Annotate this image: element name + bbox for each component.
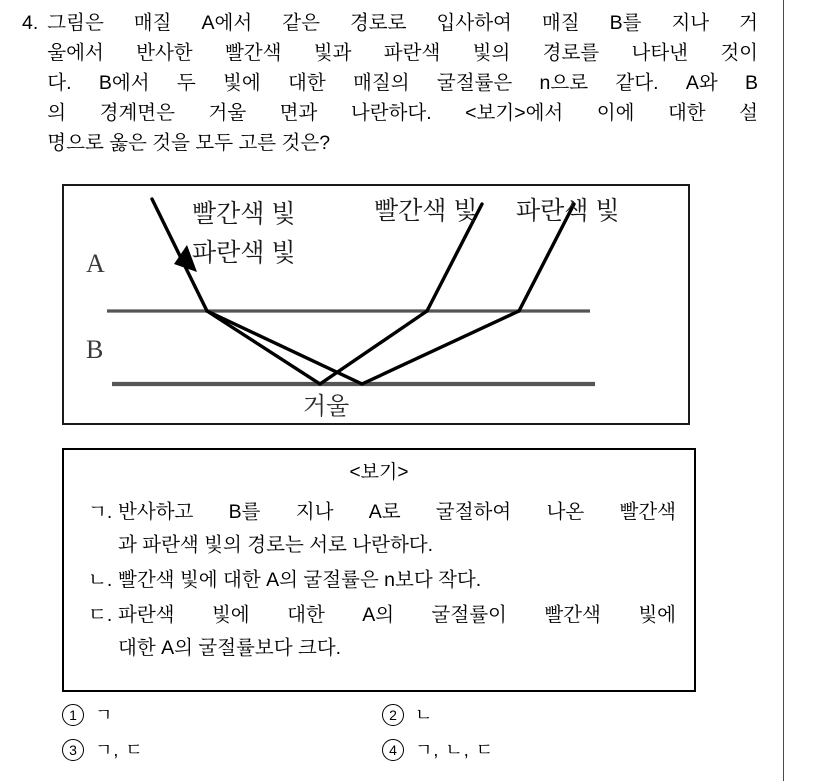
- exit-blue-light-label: 파란색 빛: [516, 197, 620, 225]
- choice-number-circle: 4: [382, 739, 404, 761]
- answer-choice-2[interactable]: [382, 704, 702, 726]
- choice-number-circle: 1: [62, 704, 84, 726]
- choice-number-circle: 3: [62, 739, 84, 761]
- bogi-statement-a: [88, 496, 676, 562]
- bogi-statement-b: [88, 564, 676, 597]
- bogi-statement-text: [118, 599, 676, 665]
- question-line: 울에서 반사한 빨간색 빛과 파란색 빛의 경로를 나타낸 것이: [47, 42, 758, 64]
- bogi-box: [62, 448, 696, 692]
- choice-label: ㄱ, ㄷ: [95, 740, 144, 760]
- question-body: [47, 8, 758, 158]
- medium-b-label: B: [86, 335, 104, 364]
- answer-choice-3[interactable]: [62, 739, 382, 761]
- bogi-statement-c: [88, 599, 676, 665]
- choice-label: ㄴ: [415, 705, 434, 725]
- bogi-statement-list: [64, 496, 694, 665]
- question-line: 명으로 옳은 것을 모두 고른 것은?: [47, 132, 331, 154]
- choice-label: ㄱ, ㄴ, ㄷ: [415, 740, 495, 760]
- answer-choice-list: [62, 704, 702, 774]
- bogi-statement-line: 파란색 빛에 대한 A의 굴절률이 빨간색 빛에: [118, 604, 676, 626]
- question-stem: [22, 8, 758, 158]
- choice-label: ㄱ: [95, 705, 114, 725]
- incident-red-light-label: 빨간색 빛: [192, 200, 296, 228]
- answer-choice-4[interactable]: [382, 739, 702, 761]
- mirror-label: 거울: [302, 393, 350, 420]
- answer-choice-row: [62, 739, 702, 761]
- blue-reflected-ray-up: [362, 311, 519, 384]
- choice-number-circle: 2: [382, 704, 404, 726]
- bogi-statement-mark: ㄱ.: [88, 501, 113, 523]
- answer-choice-row: [62, 704, 702, 726]
- question-line: 그림은 매질 A에서 같은 경로로 입사하여 매질 B를 지나 거: [47, 12, 758, 34]
- answer-choice-1[interactable]: [62, 704, 382, 726]
- red-refracted-ray-down: [207, 311, 320, 384]
- incident-blue-light-label: 파란색 빛: [192, 239, 296, 267]
- bogi-statement-mark: ㄷ.: [88, 604, 113, 626]
- bogi-statement-line: 빨간색 빛에 대한 A의 굴절률은 n보다 작다.: [118, 569, 482, 591]
- ray-diagram-svg: [64, 186, 688, 423]
- exit-red-light-label: 빨간색 빛: [374, 197, 478, 225]
- bogi-statement-text: [118, 496, 676, 562]
- question-line: 다. B에서 두 빛에 대한 매질의 굴절률은 n으로 같다. A와 B: [47, 72, 758, 94]
- bogi-statement-line: 대한 A의 굴절률보다 크다.: [118, 637, 342, 659]
- question-number: 4.: [22, 12, 39, 34]
- question-line: 의 경계면은 거울 면과 나란하다. <보기>에서 이에 대한 설: [47, 102, 758, 124]
- ray-diagram-figure: [62, 184, 690, 425]
- medium-a-label: A: [86, 249, 105, 278]
- bogi-statement-line: 과 파란색 빛의 경로는 서로 나란하다.: [118, 534, 434, 556]
- bogi-statement-mark: ㄴ.: [88, 569, 113, 591]
- column-separator-rule: [783, 0, 784, 781]
- bogi-title: <보기>: [349, 462, 409, 483]
- bogi-statement-line: 반사하고 B를 지나 A로 굴절하여 나온 빨간색: [118, 501, 676, 523]
- blue-refracted-ray-down: [207, 311, 362, 384]
- bogi-statement-text: [118, 564, 676, 597]
